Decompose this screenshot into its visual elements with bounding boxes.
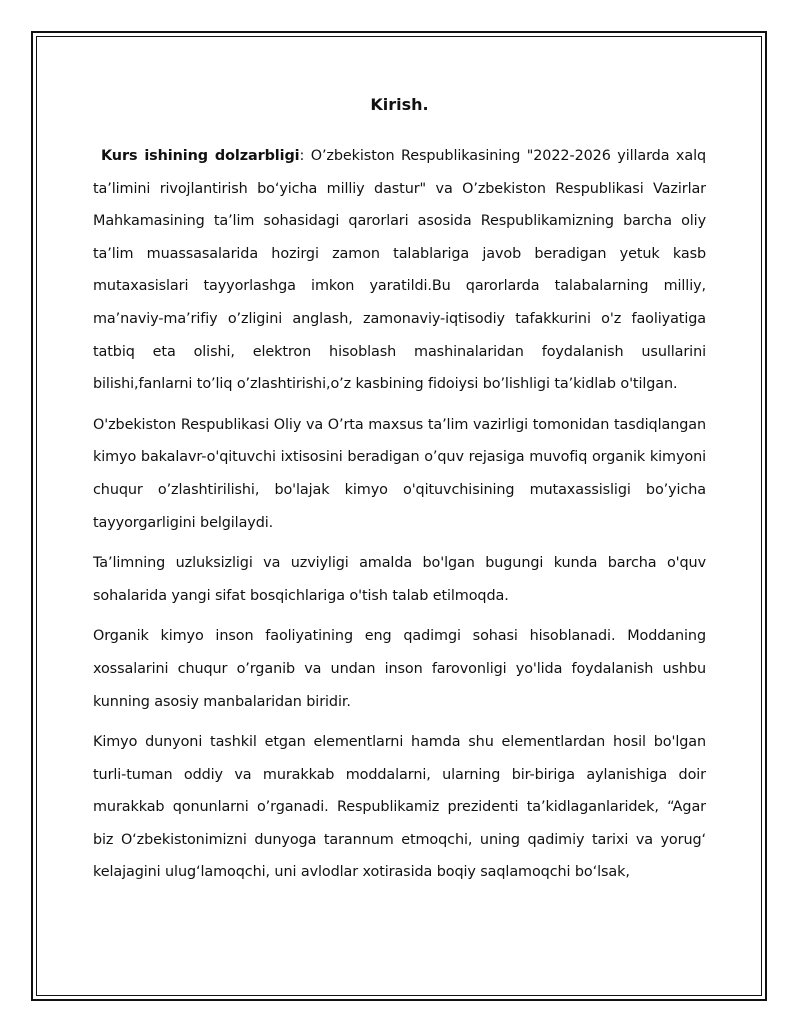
paragraph: Kimyo dunyoni tashkil etgan elementlarni hamda shu elementlardan hosil bo'lgan turli-tuman oddiy va murakkab moddalarni, ularning bir-biriga aylanishiga doir murakkab qonunlarni o’rganadi. Respublikamiz prezidenti ta’kidlaganlaridek, “Agar biz O‘zbekistonimizni dunyoga tarannum etmoqchi, uning qadimiy tarixi va yorug‘ kelajagini ulug‘lamoqchi, uni avlodlar xotirasida boqiy saqlamoqchi bo‘lsak, [93,734,706,881]
paragraph: Organik kimyo inson faoliyatining eng qadimgi sohasi hisoblanadi. Moddaning xossalarini chuqur o’rganib va undan inson farovonligi yo'lida foydalanish ushbu kunning asosiy manbalaridan biridir. [93,628,706,710]
intro-paragraph [93,140,706,401]
document-title: Kirish. [370,95,429,114]
document-body [93,92,706,897]
intro-lead: Kurs ishining dolzarbligi [101,148,300,164]
paragraph: Ta’limning uzluksizligi va uzviyligi amalda bo'lgan bugungi kunda barcha o'quv sohalarida yangi sifat bosqichlariga o'tish talab etilmoqda. [93,555,706,604]
intro-text: : O’zbekiston Respublikasining "2022-2026 yillarda xalq ta’limini rivojlantirish bo‘yicha milliy dastur" va O’zbekiston Respublikasi Vazirlar Mahkamasining ta’lim sohasidagi qarorlari asosida Respublikamizning barcha oliy ta’lim muassasalarida hozirgi zamon talablariga javob beradigan yetuk kasb mutaxasislari tayyorlashga imkon yaratildi.Bu qarorlarda talabalarning milliy, ma’naviy-ma’rifiy o’zligini anglash, zamonaviy-iqtisodiy tafakkurini o'z faoliyatiga tatbiq eta olishi, elektron hisoblash mashinalaridan foydalanish usullarini bilishi,fanlarni to’liq o’zlashtirishi,o’z kasbining fidoiysi bo’lishligi ta’kidlab o'tilgan. [93,148,706,393]
paragraph: O'zbekiston Respublikasi Oliy va O’rta maxsus ta’lim vazirligi tomonidan tasdiqlangan kimyo bakalavr-o'qituvchi ixtisosini beradigan o’quv rejasiga muvofiq organik kimyoni chuqur o’zlashtirilishi, bo'lajak kimyo o'qituvchisining mutaxassisligi bo’yicha tayyorgarligini belgilaydi. [93,416,706,531]
